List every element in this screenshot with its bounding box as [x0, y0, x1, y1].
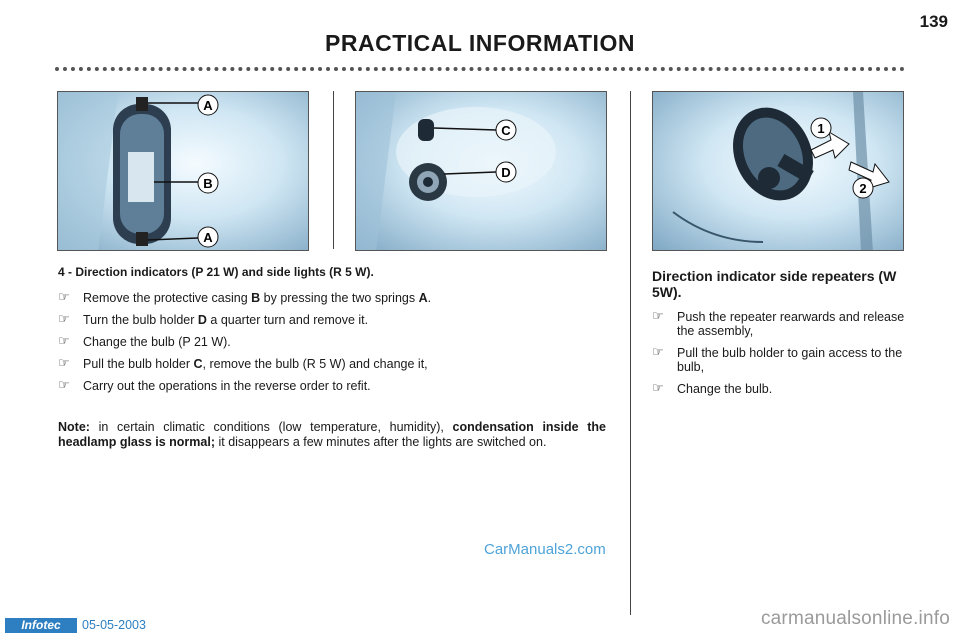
pointing-hand-icon: ☞ — [58, 290, 70, 305]
pointing-hand-icon: ☞ — [58, 356, 70, 371]
svg-text:2: 2 — [859, 181, 867, 196]
list-item: ☞ Turn the bulb holder D a quarter turn and remove it. — [58, 312, 369, 327]
figure-bulb-holders — [355, 91, 607, 251]
side-repeater-heading: Direction indicator side repeaters (W 5W). — [652, 268, 897, 300]
label-a-bottom — [198, 227, 218, 247]
svg-text:B: B — [203, 176, 213, 191]
pointing-hand-icon: ☞ — [58, 378, 70, 393]
svg-text:C: C — [501, 123, 511, 138]
svg-text:1: 1 — [817, 121, 825, 136]
step-list — [58, 290, 618, 400]
column-divider — [630, 91, 631, 615]
label-b — [198, 173, 218, 193]
list-item: ☞ Pull the bulb holder C, remove the bulb (R 5 W) and change it, — [58, 356, 428, 371]
svg-text:A: A — [203, 98, 213, 113]
list-item: ☞ Change the bulb (P 21 W). — [58, 334, 231, 349]
footer-date: 05-05-2003 — [82, 618, 146, 632]
footer-brand-link[interactable]: carmanualsonline.info — [760, 608, 950, 629]
pointing-hand-icon: ☞ — [58, 312, 70, 327]
infotec-badge: Infotec — [5, 618, 77, 633]
list-item: ☞ Remove the protective casing B by pressing the two springs A. — [58, 290, 432, 305]
label-1 — [811, 118, 831, 138]
section-heading: 4 - Direction indicators (P 21 W) and side lights (R 5 W). — [58, 265, 374, 279]
label-d — [496, 162, 516, 182]
label-2 — [853, 178, 873, 198]
figure-side-repeater — [652, 91, 904, 251]
bulb-holders-illustration — [356, 92, 607, 251]
side-step-list — [652, 310, 906, 404]
list-item: ☞ Change the bulb. — [652, 381, 773, 396]
pointing-hand-icon: ☞ — [652, 381, 664, 396]
list-item: ☞ Pull the bulb holder to gain access to the bulb, — [652, 345, 903, 374]
page-title: PRACTICAL INFORMATION — [325, 30, 635, 56]
list-item: ☞ Carry out the operations in the reverse order to refit. — [58, 378, 371, 393]
column-divider — [333, 91, 334, 249]
svg-text:A: A — [203, 230, 213, 245]
condensation-note: Note: in certain climatic conditions (low temperature, humidity), condensation inside the headlamp glass is normal; it disappears a few minutes after the lights are switched on. — [58, 420, 606, 449]
pointing-hand-icon: ☞ — [652, 309, 664, 324]
dotted-rule — [55, 67, 905, 71]
note-label: Note: — [58, 420, 90, 434]
page-number: 139 — [919, 12, 948, 31]
svg-text:D: D — [501, 165, 511, 180]
figure-casing — [57, 91, 309, 251]
side-repeater-illustration — [653, 92, 904, 251]
watermark-link[interactable]: CarManuals2.com — [484, 541, 606, 558]
pointing-hand-icon: ☞ — [58, 334, 70, 349]
casing-illustration — [58, 92, 309, 251]
pointing-hand-icon: ☞ — [652, 345, 664, 360]
label-c — [496, 120, 516, 140]
label-a-top — [198, 95, 218, 115]
list-item: ☞ Push the repeater rearwards and release the assembly, — [652, 309, 905, 338]
